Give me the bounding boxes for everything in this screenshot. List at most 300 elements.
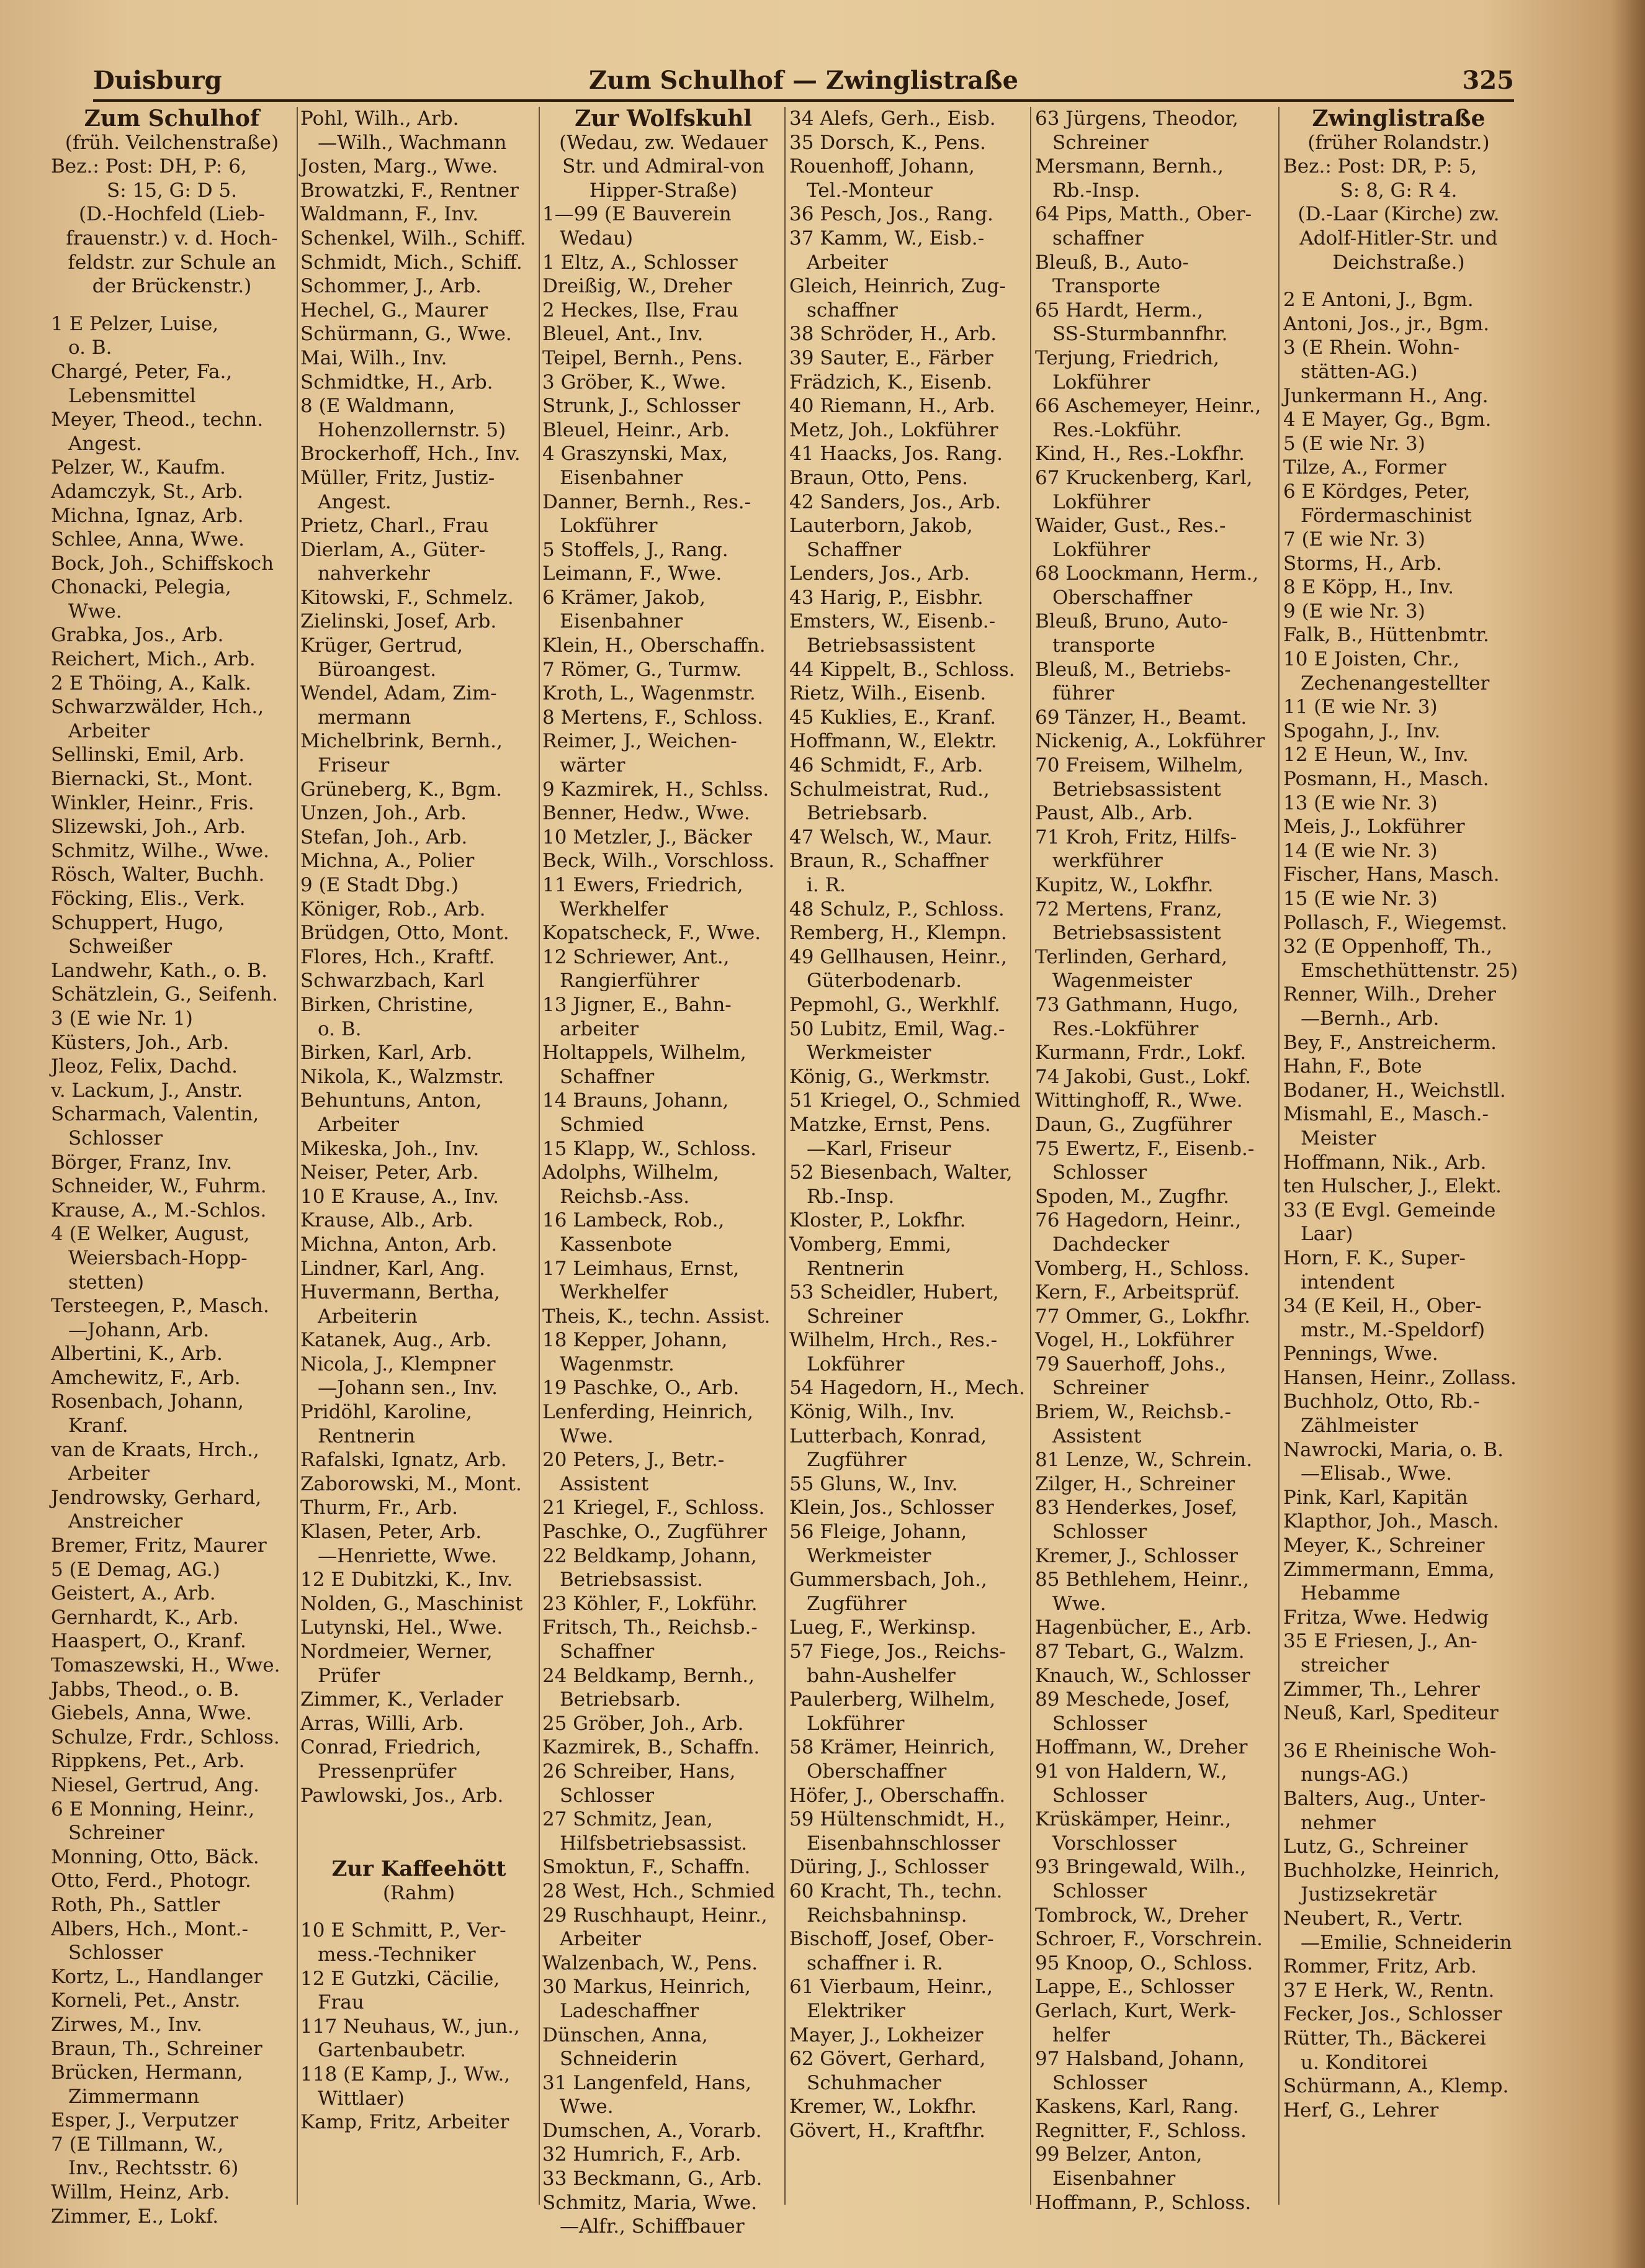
street-note: frauenstr.) v. d. Hoch- bbox=[66, 227, 278, 250]
directory-entry: Slizewski, Joh., Arb. bbox=[51, 816, 246, 839]
directory-entry: Vomberg, H., Schloss. bbox=[1035, 1257, 1250, 1280]
directory-entry: 5 Stoffels, J., Rang. bbox=[542, 538, 728, 561]
entry-continuation: Friseur bbox=[318, 754, 390, 777]
directory-entry: 34 Alefs, Gerh., Eisb. bbox=[789, 107, 996, 130]
entry-continuation: Schreiner bbox=[1052, 1377, 1149, 1400]
directory-entry: Gövert, H., Kraftfhr. bbox=[789, 2119, 985, 2142]
directory-entry: Bleuß, Bruno, Auto- bbox=[1035, 610, 1229, 633]
directory-entry: 8 E Köpp, H., Inv. bbox=[1283, 576, 1454, 599]
directory-entry: Katanek, Aug., Arb. bbox=[300, 1329, 492, 1352]
street-note: (früher Rolandstr.) bbox=[1307, 131, 1490, 154]
directory-column-4 bbox=[789, 107, 1029, 2205]
entry-continuation: Anstreicher bbox=[68, 1510, 183, 1533]
entry-continuation: Schweißer bbox=[68, 935, 173, 958]
directory-entry: Tersteegen, P., Masch. bbox=[51, 1295, 269, 1318]
directory-entry: Unzen, Joh., Arb. bbox=[300, 802, 467, 825]
directory-entry: Bischoff, Josef, Ober- bbox=[789, 1928, 994, 1951]
street-note: feldstr. zur Schule an bbox=[68, 251, 276, 274]
entry-continuation: Arbeiter bbox=[807, 251, 888, 274]
directory-entry: 21 Kriegel, F., Schloss. bbox=[542, 1496, 765, 1519]
directory-entry: Bodaner, H., Weichstll. bbox=[1283, 1079, 1506, 1102]
directory-entry: Stefan, Joh., Arb. bbox=[300, 826, 468, 848]
directory-entry: 79 Sauerhoff, Johs., bbox=[1035, 1352, 1227, 1375]
directory-entry: Brüdgen, Otto, Mont. bbox=[300, 922, 509, 945]
entry-continuation: Arbeiter bbox=[318, 1113, 399, 1136]
directory-entry: 38 Schröder, H., Arb. bbox=[789, 323, 997, 346]
directory-entry: 62 Gövert, Gerhard, bbox=[789, 2048, 986, 2071]
directory-entry: Chonacki, Pelegia, bbox=[51, 576, 231, 599]
entry-continuation: Arbeiter bbox=[560, 1928, 641, 1951]
directory-entry: 35 E Friesen, J., An- bbox=[1283, 1630, 1477, 1653]
directory-entry: 81 Lenze, W., Schrein. bbox=[1035, 1449, 1253, 1472]
entry-continuation: Hohenzollernstr. 5) bbox=[318, 418, 506, 441]
directory-entry: Meyer, Theod., techn. bbox=[51, 408, 264, 431]
entry-continuation: —Emilie, Schneiderin bbox=[1301, 1931, 1512, 1954]
directory-entry: Vogel, H., Lokführer bbox=[1035, 1329, 1234, 1352]
directory-entry: Mayer, J., Lokheizer bbox=[789, 2023, 984, 2046]
directory-entry: Jleoz, Felix, Dachd. bbox=[51, 1055, 238, 1078]
directory-entry: Hoffmann, W., Dreher bbox=[1035, 1736, 1248, 1759]
directory-entry: Wittinghoff, R., Wwe. bbox=[1035, 1089, 1243, 1112]
directory-column-1 bbox=[51, 106, 293, 2228]
directory-entry: Otto, Ferd., Photogr. bbox=[51, 1870, 251, 1892]
directory-entry: Neuß, Karl, Spediteur bbox=[1283, 1702, 1499, 1725]
directory-column-2 bbox=[300, 107, 537, 2205]
entry-continuation: Schaffner bbox=[807, 538, 902, 561]
directory-entry: 37 E Herk, W., Rentn. bbox=[1283, 1979, 1495, 2002]
directory-entry: König, Wilh., Inv. bbox=[789, 1401, 955, 1424]
directory-entry: Rütter, Th., Bäckerei bbox=[1283, 2027, 1486, 2050]
directory-entry: 60 Kracht, Th., techn. bbox=[789, 1879, 1003, 1902]
directory-entry: 11 Ewers, Friedrich, bbox=[542, 874, 743, 896]
directory-entry: Höfer, J., Oberschaffn. bbox=[789, 1784, 1006, 1807]
directory-entry: 51 Kriegel, O., Schmied bbox=[789, 1089, 1021, 1112]
directory-entry: Kern, F., Arbeitsprüf. bbox=[1035, 1281, 1240, 1304]
entry-continuation: mstr., M.-Speldorf) bbox=[1301, 1318, 1486, 1341]
directory-entry: 55 Gluns, W., Inv. bbox=[789, 1472, 958, 1495]
entry-continuation: Ladeschaffner bbox=[560, 1999, 699, 2022]
directory-entry: Nicola, J., Klempner bbox=[300, 1352, 496, 1375]
directory-entry: 6 E Monning, Heinr., bbox=[51, 1798, 255, 1820]
directory-entry: Schuppert, Hugo, bbox=[51, 911, 224, 934]
directory-entry: Königer, Rob., Arb. bbox=[300, 898, 486, 920]
directory-entry: Neubert, R., Vertr. bbox=[1283, 1907, 1463, 1930]
entry-continuation: Assistent bbox=[560, 1472, 649, 1495]
entry-continuation: Werkmeister bbox=[807, 1042, 931, 1064]
directory-entry: 1—99 (E Bauverein bbox=[542, 203, 732, 226]
directory-entry: 29 Ruschhaupt, Heinr., bbox=[542, 1904, 768, 1927]
directory-entry: Mikeska, Joh., Inv. bbox=[300, 1137, 480, 1160]
directory-entry: 7 Römer, G., Turmw. bbox=[542, 658, 742, 681]
directory-entry: Buchholzke, Heinrich, bbox=[1283, 1859, 1500, 1882]
directory-entry: Mismahl, E., Masch.- bbox=[1283, 1103, 1489, 1126]
directory-columns bbox=[51, 106, 1518, 2238]
directory-entry: Zimmermann, Emma, bbox=[1283, 1558, 1495, 1581]
directory-entry: Bey, F., Anstreicherm. bbox=[1283, 1031, 1497, 1054]
entry-continuation: Lokführer bbox=[1052, 371, 1150, 394]
entry-continuation: i. R. bbox=[807, 874, 846, 896]
directory-entry: Zilger, H., Schreiner bbox=[1035, 1472, 1235, 1495]
entry-continuation: mermann bbox=[318, 706, 411, 729]
directory-entry: Kremer, J., Schlosser bbox=[1035, 1544, 1238, 1567]
entry-continuation: Schlosser bbox=[1052, 1712, 1147, 1735]
directory-entry: Kamp, Fritz, Arbeiter bbox=[300, 2111, 509, 2134]
directory-entry: Brockerhoff, Hch., Inv. bbox=[300, 443, 521, 466]
directory-entry: Buchholz, Otto, Rb.- bbox=[1283, 1390, 1480, 1413]
directory-entry: Albers, Hch., Mont.- bbox=[51, 1917, 249, 1940]
directory-entry: Hoffmann, P., Schloss. bbox=[1035, 2191, 1252, 2214]
directory-entry: 73 Gathmann, Hugo, bbox=[1035, 993, 1239, 1016]
directory-entry: Braun, R., Schaffner bbox=[789, 850, 988, 873]
entry-continuation: —Wilh., Wachmann bbox=[318, 131, 507, 154]
directory-entry: Birken, Karl, Arb. bbox=[300, 1042, 473, 1064]
entry-continuation: werkführer bbox=[1052, 850, 1163, 873]
directory-entry: Grabka, Jos., Arb. bbox=[51, 624, 224, 647]
entry-continuation: Reichsb.-Ass. bbox=[560, 1185, 690, 1208]
directory-entry: Braun, Th., Schreiner bbox=[51, 2037, 262, 2060]
entry-continuation: nungs-AG.) bbox=[1301, 1763, 1409, 1786]
street-note: (früh. Veilchenstraße) bbox=[65, 131, 279, 154]
directory-entry: Tomaszewski, H., Wwe. bbox=[51, 1654, 280, 1676]
entry-continuation: —Alfr., Schiffbauer bbox=[560, 2215, 745, 2238]
entry-continuation: Emschethüttenstr. 25) bbox=[1301, 959, 1518, 982]
entry-continuation: Wwe. bbox=[560, 2095, 614, 2118]
directory-entry: 28 West, Hch., Schmied bbox=[542, 1879, 776, 1902]
directory-entry: Rösch, Walter, Buchh. bbox=[51, 863, 265, 886]
entry-continuation: Werkhelfer bbox=[560, 898, 668, 920]
entry-continuation: Betriebsassistent bbox=[1052, 778, 1221, 801]
directory-entry: Zielinski, Josef, Arb. bbox=[300, 610, 497, 633]
entry-continuation: Schneiderin bbox=[560, 2048, 678, 2071]
directory-entry: Börger, Franz, Inv. bbox=[51, 1151, 233, 1174]
directory-entry: Jabbs, Theod., o. B. bbox=[51, 1678, 240, 1701]
directory-entry: 2 E Thöing, A., Kalk. bbox=[51, 672, 251, 695]
directory-entry: Schwarzbach, Karl bbox=[300, 970, 485, 992]
directory-entry: Haaspert, O., Kranf. bbox=[51, 1630, 246, 1653]
directory-entry: 1 Eltz, A., Schlosser bbox=[542, 251, 738, 274]
directory-entry: 8 (E Waldmann, bbox=[300, 395, 455, 418]
directory-entry: Krause, Alb., Arb. bbox=[300, 1209, 473, 1232]
directory-entry: Rouenhoff, Johann, bbox=[789, 155, 975, 178]
entry-continuation: Schlosser bbox=[1052, 1784, 1147, 1807]
directory-entry: 3 (E Rhein. Wohn- bbox=[1283, 336, 1460, 359]
directory-entry: Hagenbücher, E., Arb. bbox=[1035, 1616, 1252, 1639]
entry-continuation: Betriebsarb. bbox=[807, 802, 928, 825]
directory-entry: van de Kraats, Hrch., bbox=[51, 1438, 259, 1461]
entry-continuation: intendent bbox=[1301, 1271, 1395, 1294]
header-street-range: Zum Schulhof — Zwinglistraße bbox=[588, 66, 1019, 95]
directory-entry: Gleich, Heinrich, Zug- bbox=[789, 275, 1006, 298]
directory-entry: Nawrocki, Maria, o. B. bbox=[1283, 1438, 1504, 1461]
directory-entry: 85 Bethlehem, Heinr., bbox=[1035, 1568, 1249, 1591]
directory-entry: Pridöhl, Karoline, bbox=[300, 1401, 472, 1424]
entry-continuation: SS-Sturmbannfhr. bbox=[1052, 323, 1228, 346]
directory-entry: 52 Biesenbach, Walter, bbox=[789, 1161, 1013, 1184]
directory-entry: Vomberg, Emmi, bbox=[789, 1233, 952, 1256]
entry-continuation: Reichsbahninsp. bbox=[807, 1904, 967, 1927]
directory-entry: Chargé, Peter, Fa., bbox=[51, 360, 233, 383]
directory-entry: Beck, Wilh., Vorschloss. bbox=[542, 850, 775, 873]
directory-entry: Kind, H., Res.-Lokfhr. bbox=[1035, 443, 1245, 466]
directory-entry: 66 Aschemeyer, Heinr., bbox=[1035, 395, 1262, 418]
directory-entry: Pollasch, F., Wiegemst. bbox=[1283, 911, 1508, 934]
directory-entry: Fritza, Wwe. Hedwig bbox=[1283, 1606, 1489, 1629]
entry-continuation: Schmied bbox=[560, 1113, 645, 1136]
entry-continuation: —Henriette, Wwe. bbox=[318, 1544, 497, 1567]
directory-entry: 64 Pips, Matth., Ober- bbox=[1035, 203, 1252, 226]
street-note: Hipper-Straße) bbox=[589, 179, 738, 202]
directory-entry: 6 Krämer, Jakob, bbox=[542, 586, 706, 609]
directory-entry: 25 Gröber, Joh., Arb. bbox=[542, 1712, 744, 1735]
directory-entry: Daun, G., Zugführer bbox=[1035, 1113, 1232, 1136]
directory-entry: 14 Brauns, Johann, bbox=[542, 1089, 729, 1112]
directory-entry: Roth, Ph., Sattler bbox=[51, 1893, 220, 1916]
entry-continuation: Rangierführer bbox=[560, 970, 699, 992]
entry-continuation: Oberschaffner bbox=[807, 1760, 947, 1783]
directory-entry: Kroth, L., Wagenmstr. bbox=[542, 682, 756, 705]
entry-continuation: Schreiner bbox=[68, 1822, 164, 1845]
spacer bbox=[1283, 274, 1514, 288]
entry-continuation: transporte bbox=[1052, 634, 1155, 657]
entry-continuation: bahn-Aushelfer bbox=[807, 1664, 956, 1687]
directory-entry: Spoden, M., Zugfhr. bbox=[1035, 1185, 1229, 1208]
directory-entry: Behuntuns, Anton, bbox=[300, 1089, 482, 1112]
street-note: S: 15, G: D 5. bbox=[106, 179, 238, 202]
entry-continuation: Rentnerin bbox=[807, 1257, 905, 1280]
directory-entry: Lutterbach, Konrad, bbox=[789, 1424, 987, 1447]
directory-entry: Schmitz, Maria, Wwe. bbox=[542, 2191, 758, 2214]
directory-entry: 26 Schreiber, Hans, bbox=[542, 1760, 736, 1783]
entry-continuation: Lokführer bbox=[807, 1712, 905, 1735]
entry-continuation: Schreiner bbox=[1052, 131, 1149, 154]
directory-entry: Schulmeistrat, Rud., bbox=[789, 778, 990, 801]
entry-continuation: Schlosser bbox=[1052, 2071, 1147, 2094]
directory-entry: 41 Haacks, Jos. Rang. bbox=[789, 443, 1003, 466]
directory-entry: 37 Kamm, W., Eisb.- bbox=[789, 227, 985, 250]
directory-entry: Müller, Fritz, Justiz- bbox=[300, 466, 495, 489]
entry-continuation: Schlosser bbox=[68, 1942, 163, 1964]
directory-entry: Matzke, Ernst, Pens. bbox=[789, 1113, 991, 1136]
directory-entry: 32 (E Oppenhoff, Th., bbox=[1283, 935, 1492, 958]
directory-entry: 35 Dorsch, K., Pens. bbox=[789, 131, 986, 154]
directory-entry: Knauch, W., Schlosser bbox=[1035, 1664, 1250, 1687]
directory-entry: Schenkel, Wilh., Schiff. bbox=[300, 227, 526, 250]
directory-entry: 77 Ommer, G., Lokfhr. bbox=[1035, 1305, 1250, 1328]
entry-continuation: Schlosser bbox=[1052, 1879, 1147, 1902]
directory-entry: Lutynski, Hel., Wwe. bbox=[300, 1616, 503, 1639]
directory-entry: 61 Vierbaum, Heinr., bbox=[789, 1976, 993, 1999]
directory-entry: Amchewitz, F., Arb. bbox=[51, 1366, 241, 1389]
entry-continuation: Lokführer bbox=[1052, 490, 1150, 513]
directory-entry: Föcking, Elis., Verk. bbox=[51, 888, 246, 910]
directory-entry: Herf, G., Lehrer bbox=[1283, 2099, 1439, 2122]
entry-continuation: mess.-Techniker bbox=[318, 1943, 476, 1966]
street-note: (Rahm) bbox=[382, 1881, 455, 1904]
directory-entry: 24 Beldkamp, Bernh., bbox=[542, 1664, 755, 1687]
directory-entry: 68 Loockmann, Herm., bbox=[1035, 562, 1259, 585]
directory-entry: 67 Kruckenberg, Karl, bbox=[1035, 466, 1253, 489]
directory-entry: 42 Sanders, Jos., Arb. bbox=[789, 490, 1002, 513]
directory-entry: 63 Jürgens, Theodor, bbox=[1035, 107, 1239, 130]
directory-entry: 7 (E wie Nr. 3) bbox=[1283, 528, 1425, 551]
directory-entry: Niesel, Gertrud, Ang. bbox=[51, 1773, 260, 1796]
directory-entry: Kopatscheck, F., Wwe. bbox=[542, 922, 761, 945]
entry-continuation: Wwe. bbox=[68, 600, 122, 623]
entry-continuation: stätten-AG.) bbox=[1301, 360, 1418, 383]
directory-entry: 10 Metzler, J., Bäcker bbox=[542, 826, 752, 848]
directory-entry: Hansen, Heinr., Zollass. bbox=[1283, 1366, 1517, 1389]
header-city: Duisburg bbox=[93, 66, 222, 95]
directory-entry: Willm, Heinz, Arb. bbox=[51, 2181, 230, 2204]
directory-entry: Schürmann, G., Wwe. bbox=[300, 323, 512, 346]
directory-entry: Landwehr, Kath., o. B. bbox=[51, 959, 267, 982]
directory-entry: Bez.: Post: DR, P: 5, bbox=[1283, 155, 1477, 178]
directory-entry: Kupitz, W., Lokfhr. bbox=[1035, 874, 1214, 896]
directory-entry: 17 Leimhaus, Ernst, bbox=[542, 1257, 740, 1280]
directory-entry: 13 (E wie Nr. 3) bbox=[1283, 791, 1438, 814]
directory-entry: 7 (E Tillmann, W., bbox=[51, 2133, 224, 2156]
directory-entry: Neiser, Peter, Arb. bbox=[300, 1161, 479, 1184]
directory-entry: 45 Kuklies, E., Kranf. bbox=[789, 706, 997, 729]
directory-entry: 3 Gröber, K., Wwe. bbox=[542, 371, 727, 394]
entry-continuation: Betriebsassistent bbox=[807, 634, 975, 657]
street-note: (D.-Hochfeld (Lieb- bbox=[79, 203, 265, 226]
directory-entry: 49 Gellhausen, Heinr., bbox=[789, 945, 1007, 968]
directory-entry: 76 Hagedorn, Heinr., bbox=[1035, 1209, 1242, 1232]
directory-entry: Kitowski, F., Schmelz. bbox=[300, 586, 514, 609]
directory-entry: Balters, Aug., Unter- bbox=[1283, 1787, 1486, 1810]
directory-entry: Terjung, Friedrich, bbox=[1035, 346, 1219, 369]
directory-entry: Thurm, Fr., Arb. bbox=[300, 1496, 458, 1519]
directory-entry: Braun, Otto, Pens. bbox=[789, 466, 968, 489]
entry-continuation: schaffner bbox=[1052, 227, 1144, 250]
spacer bbox=[1283, 1726, 1514, 1739]
directory-entry: 87 Tebart, G., Walzm. bbox=[1035, 1640, 1245, 1663]
directory-entry: Rietz, Wilh., Eisenb. bbox=[789, 682, 987, 705]
directory-entry: Lappe, E., Schlosser bbox=[1035, 1976, 1235, 1999]
entry-continuation: Hilfsbetriebsassist. bbox=[560, 1832, 748, 1855]
directory-entry: Schlee, Anna, Wwe. bbox=[51, 528, 244, 551]
directory-entry: 8 Mertens, F., Schloss. bbox=[542, 706, 763, 729]
directory-entry: Falk, B., Hüttenbmtr. bbox=[1283, 624, 1489, 647]
directory-entry: 15 Klapp, W., Schloss. bbox=[542, 1137, 757, 1160]
directory-entry: 34 (E Keil, H., Ober- bbox=[1283, 1295, 1482, 1318]
street-heading: Zur Wolfskuhl bbox=[575, 106, 752, 132]
directory-entry: Nolden, G., Maschinist bbox=[300, 1592, 523, 1615]
directory-entry: 89 Meschede, Josef, bbox=[1035, 1688, 1230, 1711]
directory-entry: 59 Hültenschmidt, H., bbox=[789, 1808, 1006, 1831]
entry-continuation: Tel.-Monteur bbox=[807, 179, 933, 202]
directory-entry: Conrad, Friedrich, bbox=[300, 1736, 482, 1759]
directory-entry: Hechel, G., Maurer bbox=[300, 299, 488, 322]
directory-entry: Zimmer, K., Verlader bbox=[300, 1688, 503, 1711]
directory-entry: 9 Kazmirek, H., Schlss. bbox=[542, 778, 769, 801]
spacer bbox=[300, 1905, 537, 1919]
directory-entry: Gernhardt, K., Arb. bbox=[51, 1606, 239, 1629]
entry-continuation: Betriebsassistent bbox=[1052, 922, 1221, 945]
entry-continuation: schaffner i. R. bbox=[807, 1951, 943, 1974]
directory-entry: 19 Paschke, O., Arb. bbox=[542, 1377, 740, 1400]
directory-entry: Bleuß, B., Auto- bbox=[1035, 251, 1189, 274]
entry-continuation: Schreiner bbox=[807, 1305, 903, 1328]
directory-entry: Wendel, Adam, Zim- bbox=[300, 682, 497, 705]
directory-entry: Bez.: Post: DH, P: 6, bbox=[51, 155, 247, 178]
entry-continuation: nehmer bbox=[1301, 1811, 1376, 1834]
directory-entry: Mersmann, Bernh., bbox=[1035, 155, 1224, 178]
directory-entry: Rommer, Fritz, Arb. bbox=[1283, 1955, 1477, 1978]
page-header bbox=[93, 62, 1514, 102]
directory-entry: Spogahn, J., Inv. bbox=[1283, 719, 1441, 742]
directory-entry: 33 Beckmann, G., Arb. bbox=[542, 2167, 763, 2190]
entry-continuation: Werkmeister bbox=[807, 1544, 931, 1567]
entry-continuation: führer bbox=[1052, 682, 1114, 705]
directory-entry: Lenferding, Heinrich, bbox=[542, 1401, 753, 1424]
directory-entry: Lenders, Jos., Arb. bbox=[789, 562, 970, 585]
directory-entry: Klasen, Peter, Arb. bbox=[300, 1521, 482, 1544]
entry-continuation: Schlosser bbox=[560, 1784, 655, 1807]
directory-entry: Lauterborn, Jakob, bbox=[789, 515, 973, 538]
directory-entry: 18 Kepper, Johann, bbox=[542, 1329, 728, 1352]
directory-entry: Kortz, L., Handlanger bbox=[51, 1965, 263, 1988]
directory-entry: Josten, Marg., Wwe. bbox=[300, 155, 498, 178]
street-note: Deichstraße.) bbox=[1332, 251, 1465, 274]
entry-continuation: —Elisab., Wwe. bbox=[1301, 1462, 1452, 1485]
directory-entry: 74 Jakobi, Gust., Lokf. bbox=[1035, 1065, 1252, 1088]
directory-entry: Fritsch, Th., Reichsb.- bbox=[542, 1616, 758, 1639]
directory-entry: 53 Scheidler, Hubert, bbox=[789, 1281, 999, 1304]
directory-entry: Klein, Jos., Schlosser bbox=[789, 1496, 994, 1519]
directory-entry: Krüskämper, Heinr., bbox=[1035, 1808, 1232, 1831]
entry-continuation: Res.-Lokführ. bbox=[1052, 418, 1182, 441]
street-note: (Wedau, zw. Wedauer bbox=[559, 131, 768, 154]
directory-entry: Grüneberg, K., Bgm. bbox=[300, 778, 503, 801]
directory-entry: 2 E Antoni, J., Bgm. bbox=[1283, 289, 1474, 312]
entry-continuation: Inv., Rechtsstr. 6) bbox=[68, 2157, 239, 2180]
directory-entry: Terlinden, Gerhard, bbox=[1035, 945, 1227, 968]
entry-continuation: Angest. bbox=[68, 432, 142, 455]
directory-entry: Kurmann, Frdr., Lokf. bbox=[1035, 1042, 1247, 1064]
entry-continuation: Oberschaffner bbox=[1052, 586, 1193, 609]
entry-continuation: Zählmeister bbox=[1301, 1415, 1419, 1438]
directory-entry: 10 E Schmitt, P., Ver- bbox=[300, 1919, 506, 1942]
directory-entry: Meyer, K., Schreiner bbox=[1283, 1534, 1485, 1557]
directory-entry: 2 Heckes, Ilse, Frau bbox=[542, 299, 738, 322]
directory-entry: 57 Fiege, Jos., Reichs- bbox=[789, 1640, 1006, 1663]
entry-continuation: Kassenbote bbox=[560, 1233, 673, 1256]
directory-entry: 117 Neuhaus, W., jun., bbox=[300, 2015, 520, 2038]
entry-continuation: Büroangest. bbox=[318, 658, 437, 681]
entry-continuation: Wittlaer) bbox=[318, 2087, 405, 2110]
directory-entry: Leimann, F., Wwe. bbox=[542, 562, 722, 585]
entry-continuation: Betriebsarb. bbox=[560, 1688, 681, 1711]
directory-entry: Pawlowski, Jos., Arb. bbox=[300, 1784, 504, 1807]
directory-entry: 69 Tänzer, H., Beamt. bbox=[1035, 706, 1247, 729]
directory-entry: Bleuß, M., Betriebs- bbox=[1035, 658, 1231, 681]
directory-entry: Dierlam, A., Güter- bbox=[300, 538, 486, 561]
directory-entry: Flores, Hch., Kraftf. bbox=[300, 945, 495, 968]
directory-entry: Dünschen, Anna, bbox=[542, 2023, 708, 2046]
entry-continuation: Weiersbach-Hopp- bbox=[68, 1246, 248, 1269]
entry-continuation: —Johann sen., Inv. bbox=[318, 1377, 498, 1400]
directory-entry: Geistert, A., Arb. bbox=[51, 1582, 216, 1605]
entry-continuation: Justizsekretär bbox=[1301, 1883, 1437, 1906]
entry-continuation: Schaffner bbox=[560, 1640, 655, 1663]
directory-entry: 13 Jigner, E., Bahn- bbox=[542, 993, 732, 1016]
directory-entry: 75 Ewertz, F., Eisenb.- bbox=[1035, 1137, 1255, 1160]
entry-continuation: Elektriker bbox=[807, 1999, 905, 2022]
directory-entry: 32 Humrich, F., Arb. bbox=[542, 2143, 742, 2166]
directory-column-6 bbox=[1283, 106, 1518, 2205]
